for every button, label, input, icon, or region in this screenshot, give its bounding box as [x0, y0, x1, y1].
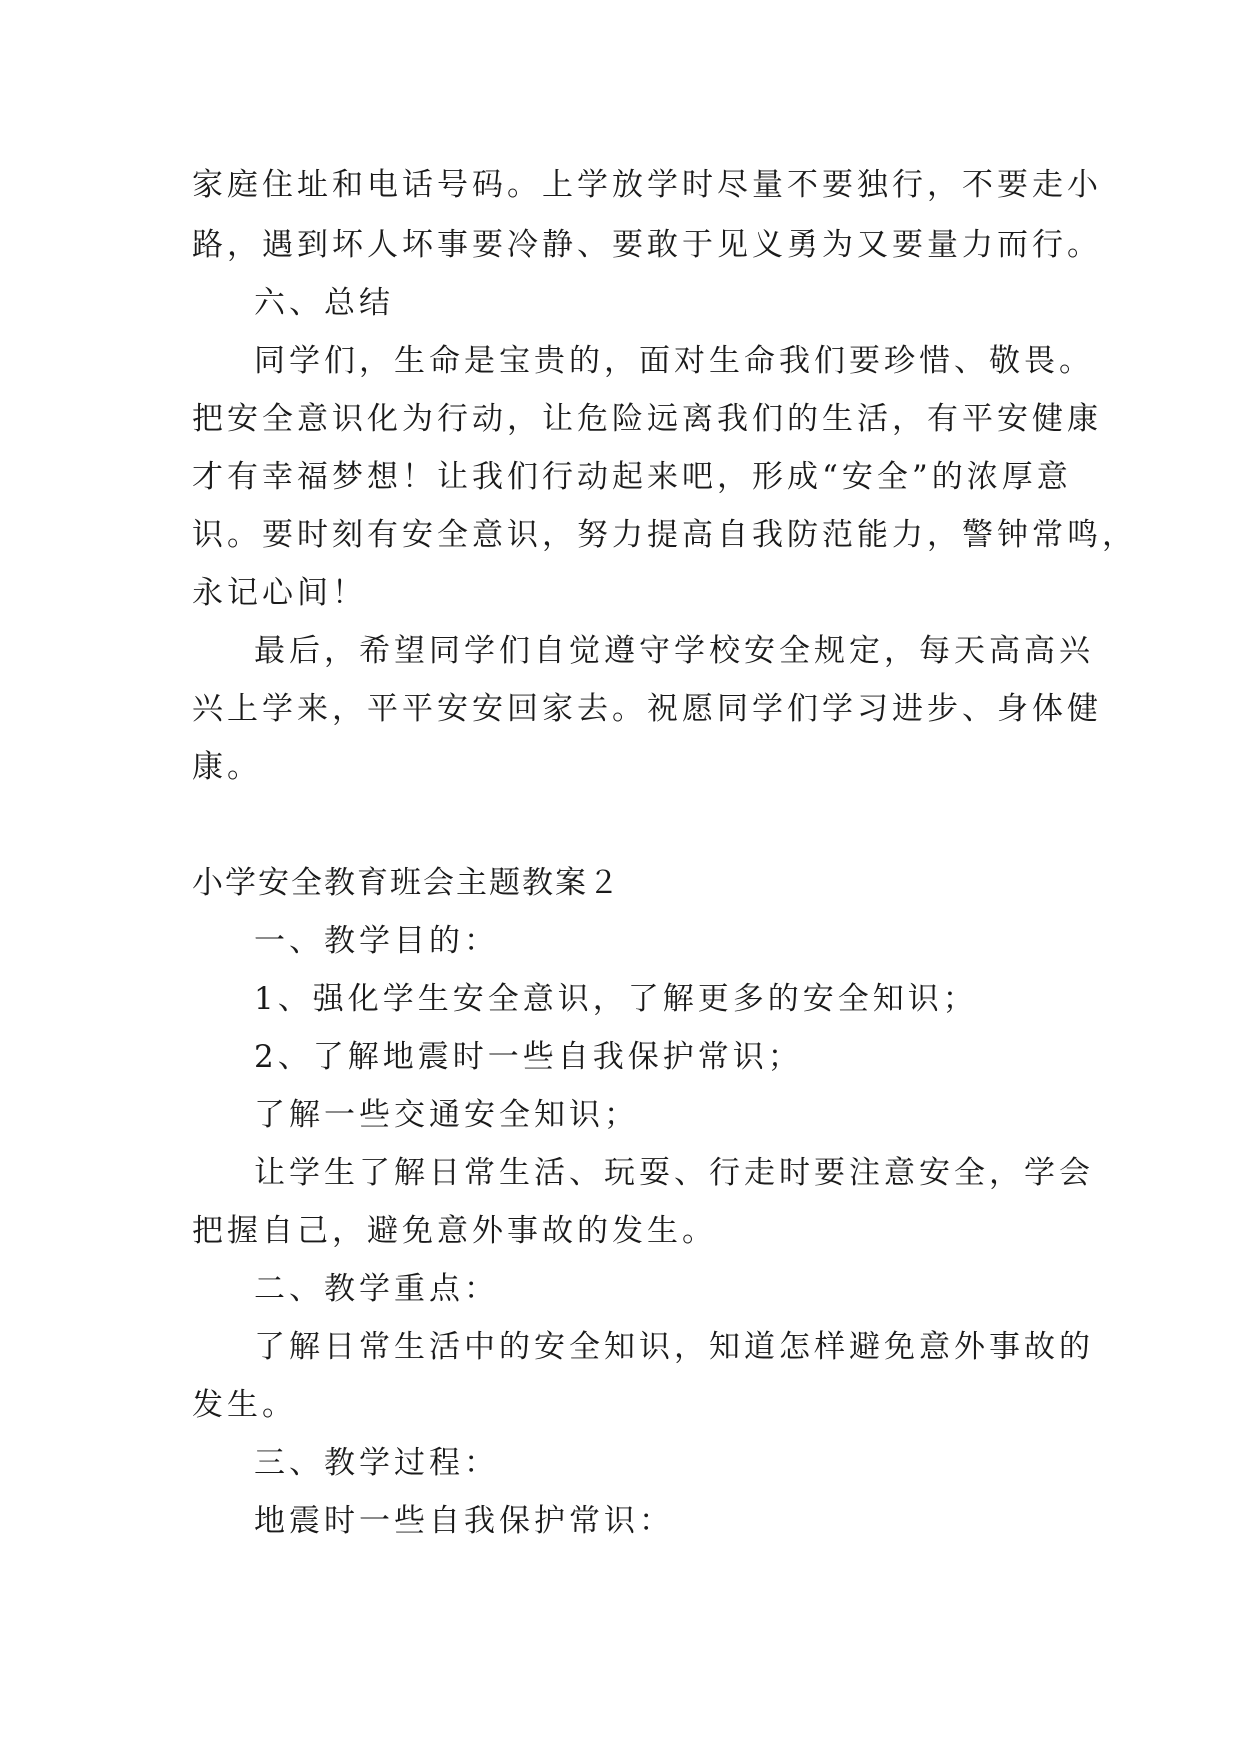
paragraph-line: 家庭住址和电话号码。上学放学时尽量不要独行，不要走小	[192, 167, 1102, 203]
paragraph-line: 地震时一些自我保护常识：	[254, 1503, 674, 1539]
paragraph-line: 了解日常生活中的安全知识，知道怎样避免意外事故的	[254, 1329, 1094, 1365]
list-item: 了解一些交通安全知识；	[254, 1097, 639, 1133]
paragraph-line: 兴上学来，平平安安回家去。祝愿同学们学习进步、身体健	[192, 691, 1102, 727]
paragraph-line: 永记心间！	[192, 575, 367, 611]
list-item: 2、了解地震时一些自我保护常识；	[254, 1039, 803, 1075]
section-heading: 三、教学过程：	[254, 1445, 499, 1481]
paragraph-line: 康。	[192, 749, 262, 785]
document-title: 小学安全教育班会主题教案２	[192, 865, 621, 901]
section-heading: 一、教学目的：	[254, 923, 499, 959]
paragraph-line: 才有幸福梦想！让我们行动起来吧，形成“安全”的浓厚意	[192, 459, 1072, 495]
paragraph-line: 最后，希望同学们自觉遵守学校安全规定，每天高高兴	[254, 633, 1094, 669]
section-heading: 二、教学重点：	[254, 1271, 499, 1307]
list-item: 1、强化学生安全意识，了解更多的安全知识；	[254, 981, 978, 1017]
paragraph-line: 同学们，生命是宝贵的，面对生命我们要珍惜、敬畏。	[254, 343, 1094, 379]
paragraph-line: 路，遇到坏人坏事要冷静、要敢于见义勇为又要量力而行。	[192, 227, 1102, 263]
paragraph-line: 把握自己，避免意外事故的发生。	[192, 1213, 717, 1249]
paragraph-line: 让学生了解日常生活、玩耍、行走时要注意安全，学会	[254, 1155, 1094, 1191]
paragraph-line: 识。要时刻有安全意识，努力提高自我防范能力，警钟常鸣，	[192, 517, 1137, 553]
paragraph-line: 发生。	[192, 1387, 297, 1423]
paragraph-line: 把安全意识化为行动，让危险远离我们的生活，有平安健康	[192, 401, 1102, 437]
section-heading: 六、总结	[254, 285, 394, 321]
